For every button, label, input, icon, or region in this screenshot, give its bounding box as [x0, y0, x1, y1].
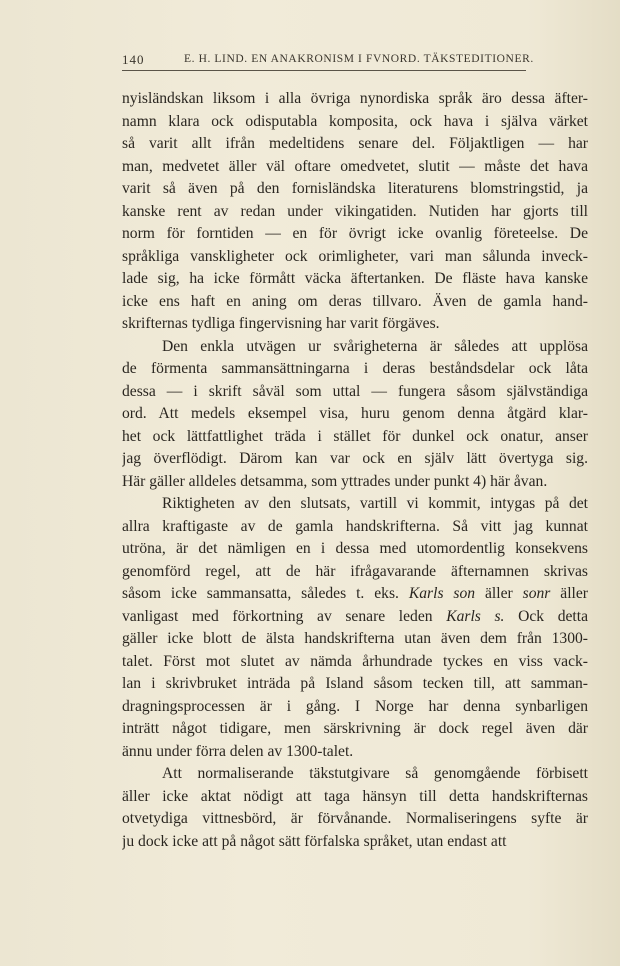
text-line: såsom icke sammansatta, således t. eks. Karls son äller sonr äller — [122, 585, 588, 602]
text-line: Att normaliserande täkstutgivare så genomgående förbisett — [162, 765, 588, 782]
text-line: otvetydiga vittnesbörd, är förvånande. Normaliseringens syfte är — [122, 810, 588, 827]
paragraph — [122, 336, 588, 494]
page-number: 140 — [122, 52, 145, 67]
text-line: ju dock icke att på något sätt förfalska språket, utan endast att — [122, 832, 507, 850]
paragraph — [122, 763, 588, 853]
text-line: de förmenta sammansättningarna i deras beståndsdelar ock låta — [122, 360, 588, 377]
text-line: gäller icke blott de älsta handskrifterna utan även dem från 1300- — [122, 630, 588, 647]
text-line: norm för forntiden — en för övrigt icke ovanlig företeelse. De — [122, 225, 588, 242]
text-line: dragningsprocessen är i gång. I Norge har denna synbarligen — [122, 697, 588, 715]
text-line: icke ens haft en aning om deras tillvaro. Även de gamla hand- — [122, 292, 588, 310]
text-line: allra kraftigaste av de gamla handskrifterna. Så vitt jag kunnat — [122, 517, 588, 535]
italic-term: Karls s. — [446, 607, 505, 625]
paragraph — [122, 493, 588, 763]
text-line: varit så även på den fornisländska literaturens blomstringstid, ja — [122, 180, 588, 197]
text-line: man, medvetet äller väl oftare omedvetet, slutit — måste det hava — [122, 157, 588, 175]
text-line: talet. Först mot slutet av nämda århundrade tyckes en viss vack- — [122, 652, 588, 670]
body-text — [122, 88, 588, 853]
text-line: inträtt något tidigare, men särskrivning är dock regel även där — [122, 720, 588, 737]
text-line: så varit allt ifrån medeltidens senare del. Följaktligen — har — [122, 135, 588, 152]
text-line: kanske rent av redan under vikingatiden. Nutiden har gjorts till — [122, 202, 588, 220]
text-line: utröna, är det nämligen en i dessa med utomordentlig konsekvens — [122, 540, 588, 557]
text-line: ord. Att medels eksempel visa, huru genom denna åtgärd klar- — [122, 405, 588, 422]
text-line: äller icke aktat nödigt att taga hänsyn till detta handskrifternas — [122, 787, 588, 805]
text-line: genomförd regel, att de här ifrågavarande äfternamnen skrivas — [122, 562, 588, 580]
text-line: jag överflödigt. Därom kan var ock en själv lätt övertyga sig. — [122, 450, 588, 467]
paragraph — [122, 88, 588, 336]
text-line: Den enkla utvägen ur svårigheterna är således att upplösa — [162, 337, 588, 355]
text-line: het ock lättfattlighet träda i stället för dunkel ock onatur, anser — [122, 427, 588, 445]
text-line: lade sig, ha icke förmått väcka äftertanken. De fläste hava kanske — [122, 270, 588, 287]
text-line: skrifternas tydliga fingervisning har varit förgäves. — [122, 315, 440, 332]
text-line: namn klara ock odisputabla komposita, ock hava i själva värket — [122, 112, 588, 130]
running-head: E. H. LIND. EN ANAKRONISM I FVNORD. TÄKSTEDITIONER. — [184, 53, 534, 65]
text-line: Riktigheten av den slutsats, vartill vi kommit, intygas på det — [162, 495, 588, 512]
text-line: nyisländskan liksom i alla övriga nynordiska språk äro dessa äfter- — [122, 90, 588, 107]
text-line: Här gäller alldeles detsamma, som yttrades under punkt 4) här åvan. — [122, 472, 548, 490]
italic-term: Karls son — [408, 585, 476, 602]
italic-term: sonr — [522, 585, 551, 602]
text-line: språkliga vanskligheter ock orimligheter, vari man sålunda inveck- — [122, 247, 588, 265]
text-line: dessa — i skrift såväl som uttal — fungera såsom självständiga — [122, 382, 588, 400]
header-rule — [122, 70, 526, 71]
page-header — [122, 52, 588, 72]
text-line: vanligast med förkortning av senare leden Karls s. Ock detta — [122, 607, 588, 625]
text-line: ännu under förra delen av 1300-talet. — [122, 742, 354, 760]
text-line: lan i skrivbruket inträda på Island såsom tecken till, att samman- — [122, 675, 588, 692]
